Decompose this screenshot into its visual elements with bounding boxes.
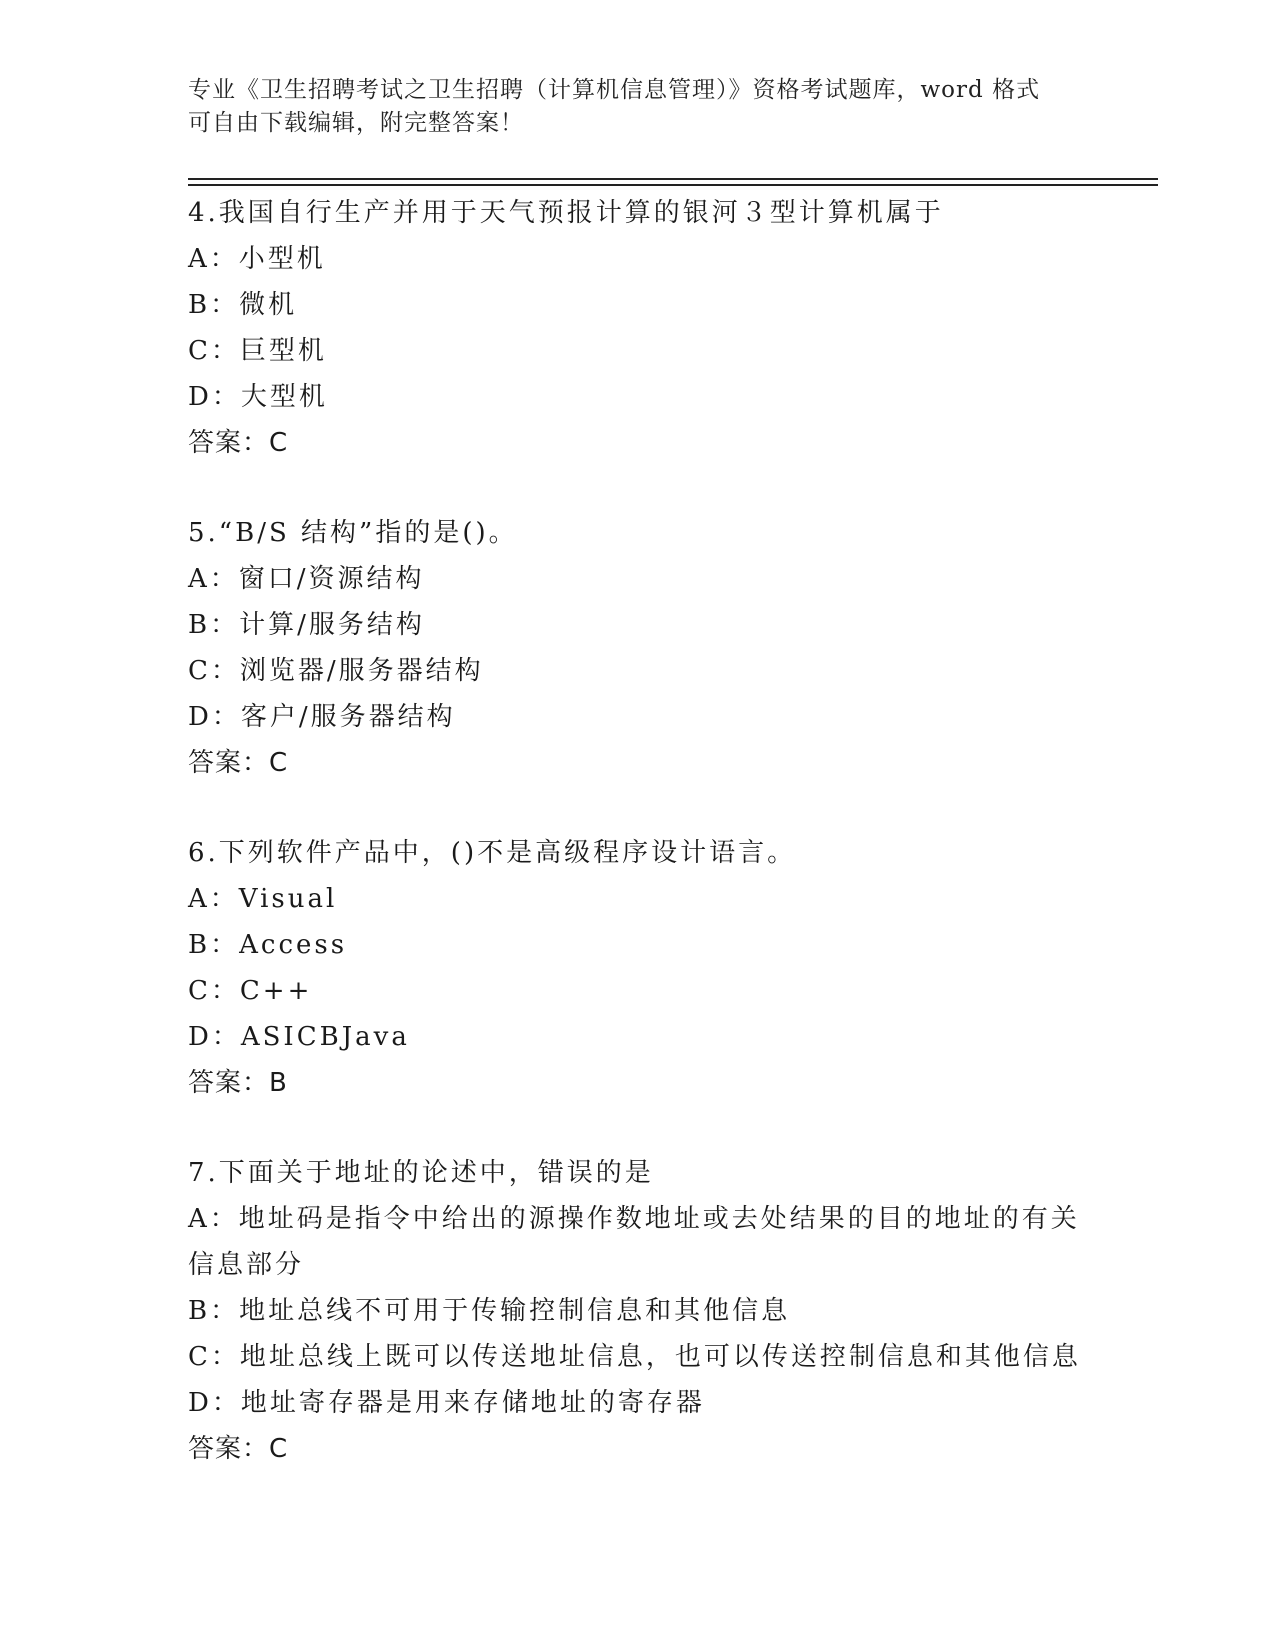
option-a: A：窗口/资源结构 [188, 564, 425, 594]
option-c: C：浏览器/服务器结构 [188, 656, 484, 686]
header-line-1: 专业《卫生招聘考试之卫生招聘（计算机信息管理）》资格考试题库，word 格式 [188, 77, 1041, 103]
question-stem: 5.“B/S 结构”指的是()。 [188, 518, 518, 548]
option-d: D：地址寄存器是用来存储地址的寄存器 [188, 1388, 705, 1418]
answer-line: 答案：C [188, 1434, 289, 1464]
option-d: D：ASICBJava [188, 1022, 410, 1052]
question-5 [188, 510, 1088, 786]
option-d: D：大型机 [188, 382, 328, 412]
option-b: B：计算/服务结构 [188, 610, 425, 640]
header-divider-top [188, 178, 1158, 180]
document-header [188, 74, 1088, 140]
option-d: D：客户/服务器结构 [188, 702, 456, 732]
answer-line: 答案：B [188, 1068, 288, 1098]
option-a: A：地址码是指令中给出的源操作数地址或去处结果的目的地址的有关信息部分 [188, 1204, 1080, 1280]
question-list [188, 190, 1088, 1516]
question-stem: 7.下面关于地址的论述中，错误的是 [188, 1158, 654, 1188]
question-stem: 4.我国自行生产并用于天气预报计算的银河３型计算机属于 [188, 198, 944, 228]
option-b: B：微机 [188, 290, 298, 320]
answer-line: 答案：C [188, 748, 289, 778]
option-c: C：巨型机 [188, 336, 327, 366]
option-b: B：地址总线不可用于传输控制信息和其他信息 [188, 1296, 791, 1326]
option-a: A：小型机 [188, 244, 326, 274]
option-a: A：Visual [188, 884, 338, 914]
option-c: C：地址总线上既可以传送地址信息，也可以传送控制信息和其他信息 [188, 1342, 1081, 1372]
question-stem: 6.下列软件产品中，()不是高级程序设计语言。 [188, 838, 797, 868]
question-6 [188, 830, 1088, 1106]
question-7 [188, 1150, 1088, 1472]
option-c: C：C++ [188, 976, 313, 1006]
answer-line: 答案：C [188, 428, 289, 458]
header-divider-bottom [188, 184, 1158, 186]
question-4 [188, 190, 1088, 466]
header-line-2: 可自由下载编辑，附完整答案！ [188, 110, 524, 136]
option-b: B：Access [188, 930, 348, 960]
